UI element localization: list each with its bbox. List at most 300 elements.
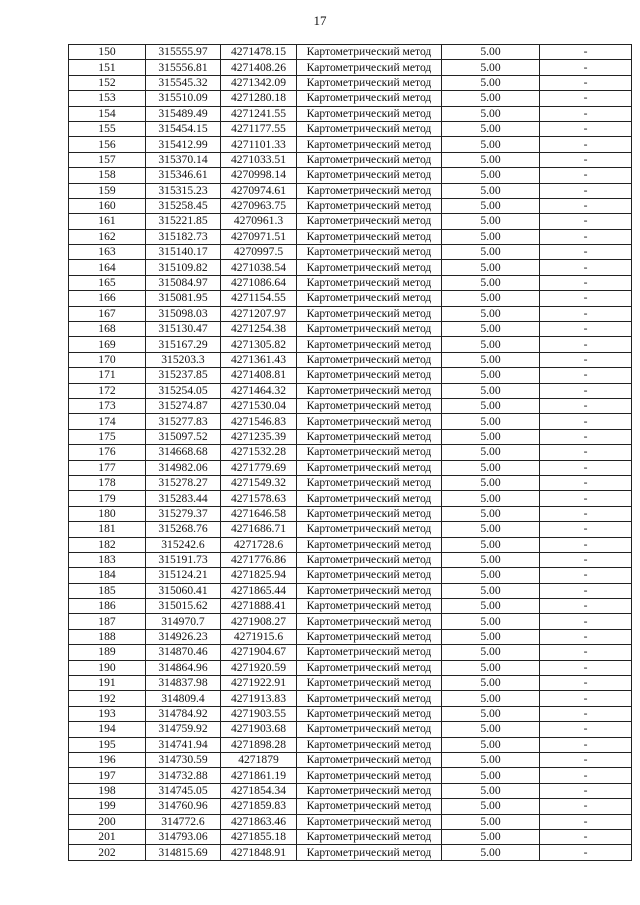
x-coordinate-cell: 314745.05 bbox=[146, 783, 221, 798]
table-row bbox=[69, 137, 632, 152]
description-cell: - bbox=[540, 614, 632, 629]
y-coordinate-cell: 4271863.46 bbox=[221, 814, 297, 829]
method-cell: Картометрический метод bbox=[297, 583, 442, 598]
accuracy-cell: 5.00 bbox=[442, 676, 540, 691]
method-cell: Картометрический метод bbox=[297, 260, 442, 275]
point-number-cell: 184 bbox=[69, 568, 146, 583]
y-coordinate-cell: 4271879 bbox=[221, 752, 297, 767]
point-number-cell: 180 bbox=[69, 506, 146, 521]
method-cell: Картометрический метод bbox=[297, 768, 442, 783]
method-cell: Картометрический метод bbox=[297, 429, 442, 444]
method-cell: Картометрический метод bbox=[297, 198, 442, 213]
point-number-cell: 202 bbox=[69, 845, 146, 860]
table-row bbox=[69, 752, 632, 767]
description-cell: - bbox=[540, 229, 632, 244]
method-cell: Картометрический метод bbox=[297, 106, 442, 121]
method-cell: Картометрический метод bbox=[297, 691, 442, 706]
point-number-cell: 154 bbox=[69, 106, 146, 121]
description-cell: - bbox=[540, 414, 632, 429]
table-row bbox=[69, 676, 632, 691]
point-number-cell: 163 bbox=[69, 245, 146, 260]
accuracy-cell: 5.00 bbox=[442, 537, 540, 552]
x-coordinate-cell: 314784.92 bbox=[146, 706, 221, 721]
accuracy-cell: 5.00 bbox=[442, 137, 540, 152]
point-number-cell: 160 bbox=[69, 198, 146, 213]
description-cell: - bbox=[540, 522, 632, 537]
accuracy-cell: 5.00 bbox=[442, 198, 540, 213]
description-cell: - bbox=[540, 676, 632, 691]
accuracy-cell: 5.00 bbox=[442, 460, 540, 475]
accuracy-cell: 5.00 bbox=[442, 845, 540, 860]
x-coordinate-cell: 315412.99 bbox=[146, 137, 221, 152]
description-cell: - bbox=[540, 768, 632, 783]
table-row bbox=[69, 337, 632, 352]
description-cell: - bbox=[540, 691, 632, 706]
point-number-cell: 155 bbox=[69, 121, 146, 136]
description-cell: - bbox=[540, 121, 632, 136]
accuracy-cell: 5.00 bbox=[442, 121, 540, 136]
x-coordinate-cell: 315277.83 bbox=[146, 414, 221, 429]
method-cell: Картометрический метод bbox=[297, 706, 442, 721]
description-cell: - bbox=[540, 583, 632, 598]
table-row bbox=[69, 445, 632, 460]
description-cell: - bbox=[540, 75, 632, 90]
accuracy-cell: 5.00 bbox=[442, 506, 540, 521]
table-row bbox=[69, 768, 632, 783]
method-cell: Картометрический метод bbox=[297, 829, 442, 844]
method-cell: Картометрический метод bbox=[297, 245, 442, 260]
x-coordinate-cell: 314970.7 bbox=[146, 614, 221, 629]
method-cell: Картометрический метод bbox=[297, 322, 442, 337]
method-cell: Картометрический метод bbox=[297, 783, 442, 798]
accuracy-cell: 5.00 bbox=[442, 829, 540, 844]
y-coordinate-cell: 4271342.09 bbox=[221, 75, 297, 90]
description-cell: - bbox=[540, 291, 632, 306]
description-cell: - bbox=[540, 429, 632, 444]
table-row bbox=[69, 275, 632, 290]
table-row bbox=[69, 152, 632, 167]
table-row bbox=[69, 475, 632, 490]
y-coordinate-cell: 4270961.3 bbox=[221, 214, 297, 229]
x-coordinate-cell: 315274.87 bbox=[146, 398, 221, 413]
table-row bbox=[69, 45, 632, 60]
table-row bbox=[69, 599, 632, 614]
point-number-cell: 192 bbox=[69, 691, 146, 706]
description-cell: - bbox=[540, 491, 632, 506]
method-cell: Картометрический метод bbox=[297, 660, 442, 675]
y-coordinate-cell: 4271549.32 bbox=[221, 475, 297, 490]
table-row bbox=[69, 106, 632, 121]
table-row bbox=[69, 198, 632, 213]
y-coordinate-cell: 4271825.94 bbox=[221, 568, 297, 583]
table-row bbox=[69, 368, 632, 383]
point-number-cell: 162 bbox=[69, 229, 146, 244]
point-number-cell: 188 bbox=[69, 629, 146, 644]
point-number-cell: 178 bbox=[69, 475, 146, 490]
point-number-cell: 201 bbox=[69, 829, 146, 844]
y-coordinate-cell: 4271776.86 bbox=[221, 552, 297, 567]
table-row bbox=[69, 383, 632, 398]
point-number-cell: 177 bbox=[69, 460, 146, 475]
method-cell: Картометрический метод bbox=[297, 568, 442, 583]
method-cell: Картометрический метод bbox=[297, 522, 442, 537]
x-coordinate-cell: 315279.37 bbox=[146, 506, 221, 521]
method-cell: Картометрический метод bbox=[297, 214, 442, 229]
accuracy-cell: 5.00 bbox=[442, 168, 540, 183]
x-coordinate-cell: 315278.27 bbox=[146, 475, 221, 490]
description-cell: - bbox=[540, 660, 632, 675]
x-coordinate-cell: 314926.23 bbox=[146, 629, 221, 644]
description-cell: - bbox=[540, 845, 632, 860]
description-cell: - bbox=[540, 829, 632, 844]
table-row bbox=[69, 91, 632, 106]
x-coordinate-cell: 315545.32 bbox=[146, 75, 221, 90]
x-coordinate-cell: 315084.97 bbox=[146, 275, 221, 290]
method-cell: Картометрический метод bbox=[297, 45, 442, 60]
y-coordinate-cell: 4271861.19 bbox=[221, 768, 297, 783]
table-row bbox=[69, 506, 632, 521]
x-coordinate-cell: 314759.92 bbox=[146, 722, 221, 737]
accuracy-cell: 5.00 bbox=[442, 568, 540, 583]
x-coordinate-cell: 314772.6 bbox=[146, 814, 221, 829]
method-cell: Картометрический метод bbox=[297, 414, 442, 429]
x-coordinate-cell: 315555.97 bbox=[146, 45, 221, 60]
point-number-cell: 197 bbox=[69, 768, 146, 783]
point-number-cell: 191 bbox=[69, 676, 146, 691]
description-cell: - bbox=[540, 460, 632, 475]
point-number-cell: 169 bbox=[69, 337, 146, 352]
description-cell: - bbox=[540, 799, 632, 814]
accuracy-cell: 5.00 bbox=[442, 768, 540, 783]
x-coordinate-cell: 315167.29 bbox=[146, 337, 221, 352]
description-cell: - bbox=[540, 306, 632, 321]
accuracy-cell: 5.00 bbox=[442, 291, 540, 306]
accuracy-cell: 5.00 bbox=[442, 629, 540, 644]
x-coordinate-cell: 315370.14 bbox=[146, 152, 221, 167]
description-cell: - bbox=[540, 91, 632, 106]
accuracy-cell: 5.00 bbox=[442, 429, 540, 444]
x-coordinate-cell: 315182.73 bbox=[146, 229, 221, 244]
x-coordinate-cell: 314864.96 bbox=[146, 660, 221, 675]
method-cell: Картометрический метод bbox=[297, 60, 442, 75]
method-cell: Картометрический метод bbox=[297, 799, 442, 814]
x-coordinate-cell: 315237.85 bbox=[146, 368, 221, 383]
point-number-cell: 200 bbox=[69, 814, 146, 829]
accuracy-cell: 5.00 bbox=[442, 75, 540, 90]
y-coordinate-cell: 4271546.83 bbox=[221, 414, 297, 429]
method-cell: Картометрический метод bbox=[297, 291, 442, 306]
description-cell: - bbox=[540, 337, 632, 352]
method-cell: Картометрический метод bbox=[297, 383, 442, 398]
table-row bbox=[69, 645, 632, 660]
point-number-cell: 181 bbox=[69, 522, 146, 537]
method-cell: Картометрический метод bbox=[297, 645, 442, 660]
accuracy-cell: 5.00 bbox=[442, 799, 540, 814]
description-cell: - bbox=[540, 45, 632, 60]
x-coordinate-cell: 315203.3 bbox=[146, 352, 221, 367]
description-cell: - bbox=[540, 722, 632, 737]
accuracy-cell: 5.00 bbox=[442, 91, 540, 106]
accuracy-cell: 5.00 bbox=[442, 352, 540, 367]
table-row bbox=[69, 168, 632, 183]
y-coordinate-cell: 4271779.69 bbox=[221, 460, 297, 475]
accuracy-cell: 5.00 bbox=[442, 783, 540, 798]
y-coordinate-cell: 4271408.26 bbox=[221, 60, 297, 75]
point-number-cell: 157 bbox=[69, 152, 146, 167]
method-cell: Картометрический метод bbox=[297, 75, 442, 90]
table-row bbox=[69, 552, 632, 567]
description-cell: - bbox=[540, 445, 632, 460]
method-cell: Картометрический метод bbox=[297, 183, 442, 198]
method-cell: Картометрический метод bbox=[297, 337, 442, 352]
point-number-cell: 189 bbox=[69, 645, 146, 660]
method-cell: Картометрический метод bbox=[297, 475, 442, 490]
point-number-cell: 159 bbox=[69, 183, 146, 198]
point-number-cell: 167 bbox=[69, 306, 146, 321]
point-number-cell: 151 bbox=[69, 60, 146, 75]
method-cell: Картометрический метод bbox=[297, 91, 442, 106]
point-number-cell: 196 bbox=[69, 752, 146, 767]
accuracy-cell: 5.00 bbox=[442, 260, 540, 275]
accuracy-cell: 5.00 bbox=[442, 214, 540, 229]
point-number-cell: 195 bbox=[69, 737, 146, 752]
method-cell: Картометрический метод bbox=[297, 614, 442, 629]
method-cell: Картометрический метод bbox=[297, 137, 442, 152]
accuracy-cell: 5.00 bbox=[442, 722, 540, 737]
method-cell: Картометрический метод bbox=[297, 814, 442, 829]
accuracy-cell: 5.00 bbox=[442, 414, 540, 429]
description-cell: - bbox=[540, 137, 632, 152]
point-number-cell: 168 bbox=[69, 322, 146, 337]
description-cell: - bbox=[540, 475, 632, 490]
description-cell: - bbox=[540, 737, 632, 752]
point-number-cell: 198 bbox=[69, 783, 146, 798]
description-cell: - bbox=[540, 752, 632, 767]
x-coordinate-cell: 315098.03 bbox=[146, 306, 221, 321]
y-coordinate-cell: 4271033.51 bbox=[221, 152, 297, 167]
table-row bbox=[69, 737, 632, 752]
method-cell: Картометрический метод bbox=[297, 368, 442, 383]
accuracy-cell: 5.00 bbox=[442, 398, 540, 413]
description-cell: - bbox=[540, 706, 632, 721]
point-number-cell: 171 bbox=[69, 368, 146, 383]
x-coordinate-cell: 315060.41 bbox=[146, 583, 221, 598]
y-coordinate-cell: 4271848.91 bbox=[221, 845, 297, 860]
x-coordinate-cell: 315346.61 bbox=[146, 168, 221, 183]
accuracy-cell: 5.00 bbox=[442, 475, 540, 490]
table-row bbox=[69, 583, 632, 598]
table-row bbox=[69, 121, 632, 136]
point-number-cell: 190 bbox=[69, 660, 146, 675]
method-cell: Картометрический метод bbox=[297, 460, 442, 475]
method-cell: Картометрический метод bbox=[297, 737, 442, 752]
y-coordinate-cell: 4271532.28 bbox=[221, 445, 297, 460]
method-cell: Картометрический метод bbox=[297, 152, 442, 167]
point-number-cell: 158 bbox=[69, 168, 146, 183]
table-row bbox=[69, 229, 632, 244]
accuracy-cell: 5.00 bbox=[442, 306, 540, 321]
x-coordinate-cell: 315556.81 bbox=[146, 60, 221, 75]
y-coordinate-cell: 4271086.64 bbox=[221, 275, 297, 290]
y-coordinate-cell: 4271280.18 bbox=[221, 91, 297, 106]
table-row bbox=[69, 799, 632, 814]
point-number-cell: 164 bbox=[69, 260, 146, 275]
method-cell: Картометрический метод bbox=[297, 168, 442, 183]
x-coordinate-cell: 315489.49 bbox=[146, 106, 221, 121]
description-cell: - bbox=[540, 260, 632, 275]
accuracy-cell: 5.00 bbox=[442, 737, 540, 752]
point-number-cell: 165 bbox=[69, 275, 146, 290]
point-number-cell: 194 bbox=[69, 722, 146, 737]
y-coordinate-cell: 4271305.82 bbox=[221, 337, 297, 352]
table-row bbox=[69, 814, 632, 829]
y-coordinate-cell: 4271361.43 bbox=[221, 352, 297, 367]
y-coordinate-cell: 4271408.81 bbox=[221, 368, 297, 383]
method-cell: Картометрический метод bbox=[297, 306, 442, 321]
table-row bbox=[69, 691, 632, 706]
y-coordinate-cell: 4271154.55 bbox=[221, 291, 297, 306]
table-row bbox=[69, 629, 632, 644]
description-cell: - bbox=[540, 322, 632, 337]
description-cell: - bbox=[540, 106, 632, 121]
description-cell: - bbox=[540, 629, 632, 644]
accuracy-cell: 5.00 bbox=[442, 706, 540, 721]
accuracy-cell: 5.00 bbox=[442, 752, 540, 767]
x-coordinate-cell: 314668.68 bbox=[146, 445, 221, 460]
point-number-cell: 166 bbox=[69, 291, 146, 306]
table-row bbox=[69, 706, 632, 721]
table-row bbox=[69, 306, 632, 321]
table-row bbox=[69, 522, 632, 537]
accuracy-cell: 5.00 bbox=[442, 383, 540, 398]
y-coordinate-cell: 4271530.04 bbox=[221, 398, 297, 413]
y-coordinate-cell: 4270971.51 bbox=[221, 229, 297, 244]
method-cell: Картометрический метод bbox=[297, 552, 442, 567]
x-coordinate-cell: 314837.98 bbox=[146, 676, 221, 691]
accuracy-cell: 5.00 bbox=[442, 660, 540, 675]
y-coordinate-cell: 4271207.97 bbox=[221, 306, 297, 321]
y-coordinate-cell: 4271855.18 bbox=[221, 829, 297, 844]
y-coordinate-cell: 4271865.44 bbox=[221, 583, 297, 598]
y-coordinate-cell: 4271578.63 bbox=[221, 491, 297, 506]
method-cell: Картометрический метод bbox=[297, 629, 442, 644]
description-cell: - bbox=[540, 383, 632, 398]
method-cell: Картометрический метод bbox=[297, 352, 442, 367]
y-coordinate-cell: 4271241.55 bbox=[221, 106, 297, 121]
method-cell: Картометрический метод bbox=[297, 722, 442, 737]
point-number-cell: 174 bbox=[69, 414, 146, 429]
method-cell: Картометрический метод bbox=[297, 491, 442, 506]
description-cell: - bbox=[540, 783, 632, 798]
y-coordinate-cell: 4271920.59 bbox=[221, 660, 297, 675]
y-coordinate-cell: 4271904.67 bbox=[221, 645, 297, 660]
y-coordinate-cell: 4270998.14 bbox=[221, 168, 297, 183]
method-cell: Картометрический метод bbox=[297, 506, 442, 521]
accuracy-cell: 5.00 bbox=[442, 152, 540, 167]
table-row bbox=[69, 722, 632, 737]
x-coordinate-cell: 315221.85 bbox=[146, 214, 221, 229]
accuracy-cell: 5.00 bbox=[442, 491, 540, 506]
point-number-cell: 153 bbox=[69, 91, 146, 106]
x-coordinate-cell: 314815.69 bbox=[146, 845, 221, 860]
x-coordinate-cell: 315258.45 bbox=[146, 198, 221, 213]
point-number-cell: 170 bbox=[69, 352, 146, 367]
accuracy-cell: 5.00 bbox=[442, 322, 540, 337]
y-coordinate-cell: 4271898.28 bbox=[221, 737, 297, 752]
point-number-cell: 185 bbox=[69, 583, 146, 598]
point-number-cell: 199 bbox=[69, 799, 146, 814]
table-row bbox=[69, 60, 632, 75]
x-coordinate-cell: 315015.62 bbox=[146, 599, 221, 614]
x-coordinate-cell: 315109.82 bbox=[146, 260, 221, 275]
method-cell: Картометрический метод bbox=[297, 398, 442, 413]
description-cell: - bbox=[540, 506, 632, 521]
accuracy-cell: 5.00 bbox=[442, 45, 540, 60]
table-row bbox=[69, 429, 632, 444]
table-row bbox=[69, 568, 632, 583]
point-number-cell: 172 bbox=[69, 383, 146, 398]
x-coordinate-cell: 314732.88 bbox=[146, 768, 221, 783]
table-row bbox=[69, 829, 632, 844]
description-cell: - bbox=[540, 245, 632, 260]
x-coordinate-cell: 314741.94 bbox=[146, 737, 221, 752]
description-cell: - bbox=[540, 645, 632, 660]
description-cell: - bbox=[540, 537, 632, 552]
y-coordinate-cell: 4271922.91 bbox=[221, 676, 297, 691]
y-coordinate-cell: 4271686.71 bbox=[221, 522, 297, 537]
x-coordinate-cell: 315130.47 bbox=[146, 322, 221, 337]
y-coordinate-cell: 4271101.33 bbox=[221, 137, 297, 152]
table-row bbox=[69, 245, 632, 260]
x-coordinate-cell: 314793.06 bbox=[146, 829, 221, 844]
method-cell: Картометрический метод bbox=[297, 599, 442, 614]
accuracy-cell: 5.00 bbox=[442, 60, 540, 75]
table-row bbox=[69, 214, 632, 229]
table-row bbox=[69, 398, 632, 413]
description-cell: - bbox=[540, 368, 632, 383]
point-number-cell: 175 bbox=[69, 429, 146, 444]
method-cell: Картометрический метод bbox=[297, 275, 442, 290]
coordinates-table bbox=[68, 44, 632, 861]
x-coordinate-cell: 315315.23 bbox=[146, 183, 221, 198]
x-coordinate-cell: 314809.4 bbox=[146, 691, 221, 706]
description-cell: - bbox=[540, 398, 632, 413]
y-coordinate-cell: 4271177.55 bbox=[221, 121, 297, 136]
x-coordinate-cell: 315242.6 bbox=[146, 537, 221, 552]
y-coordinate-cell: 4271235.39 bbox=[221, 429, 297, 444]
x-coordinate-cell: 315510.09 bbox=[146, 91, 221, 106]
description-cell: - bbox=[540, 599, 632, 614]
table-row bbox=[69, 352, 632, 367]
method-cell: Картометрический метод bbox=[297, 445, 442, 460]
x-coordinate-cell: 315140.17 bbox=[146, 245, 221, 260]
point-number-cell: 183 bbox=[69, 552, 146, 567]
accuracy-cell: 5.00 bbox=[442, 522, 540, 537]
y-coordinate-cell: 4271903.68 bbox=[221, 722, 297, 737]
x-coordinate-cell: 315454.15 bbox=[146, 121, 221, 136]
accuracy-cell: 5.00 bbox=[442, 368, 540, 383]
table-row bbox=[69, 783, 632, 798]
x-coordinate-cell: 315283.44 bbox=[146, 491, 221, 506]
x-coordinate-cell: 314730.59 bbox=[146, 752, 221, 767]
description-cell: - bbox=[540, 552, 632, 567]
x-coordinate-cell: 315268.76 bbox=[146, 522, 221, 537]
y-coordinate-cell: 4271464.32 bbox=[221, 383, 297, 398]
point-number-cell: 156 bbox=[69, 137, 146, 152]
point-number-cell: 182 bbox=[69, 537, 146, 552]
x-coordinate-cell: 314982.06 bbox=[146, 460, 221, 475]
accuracy-cell: 5.00 bbox=[442, 106, 540, 121]
